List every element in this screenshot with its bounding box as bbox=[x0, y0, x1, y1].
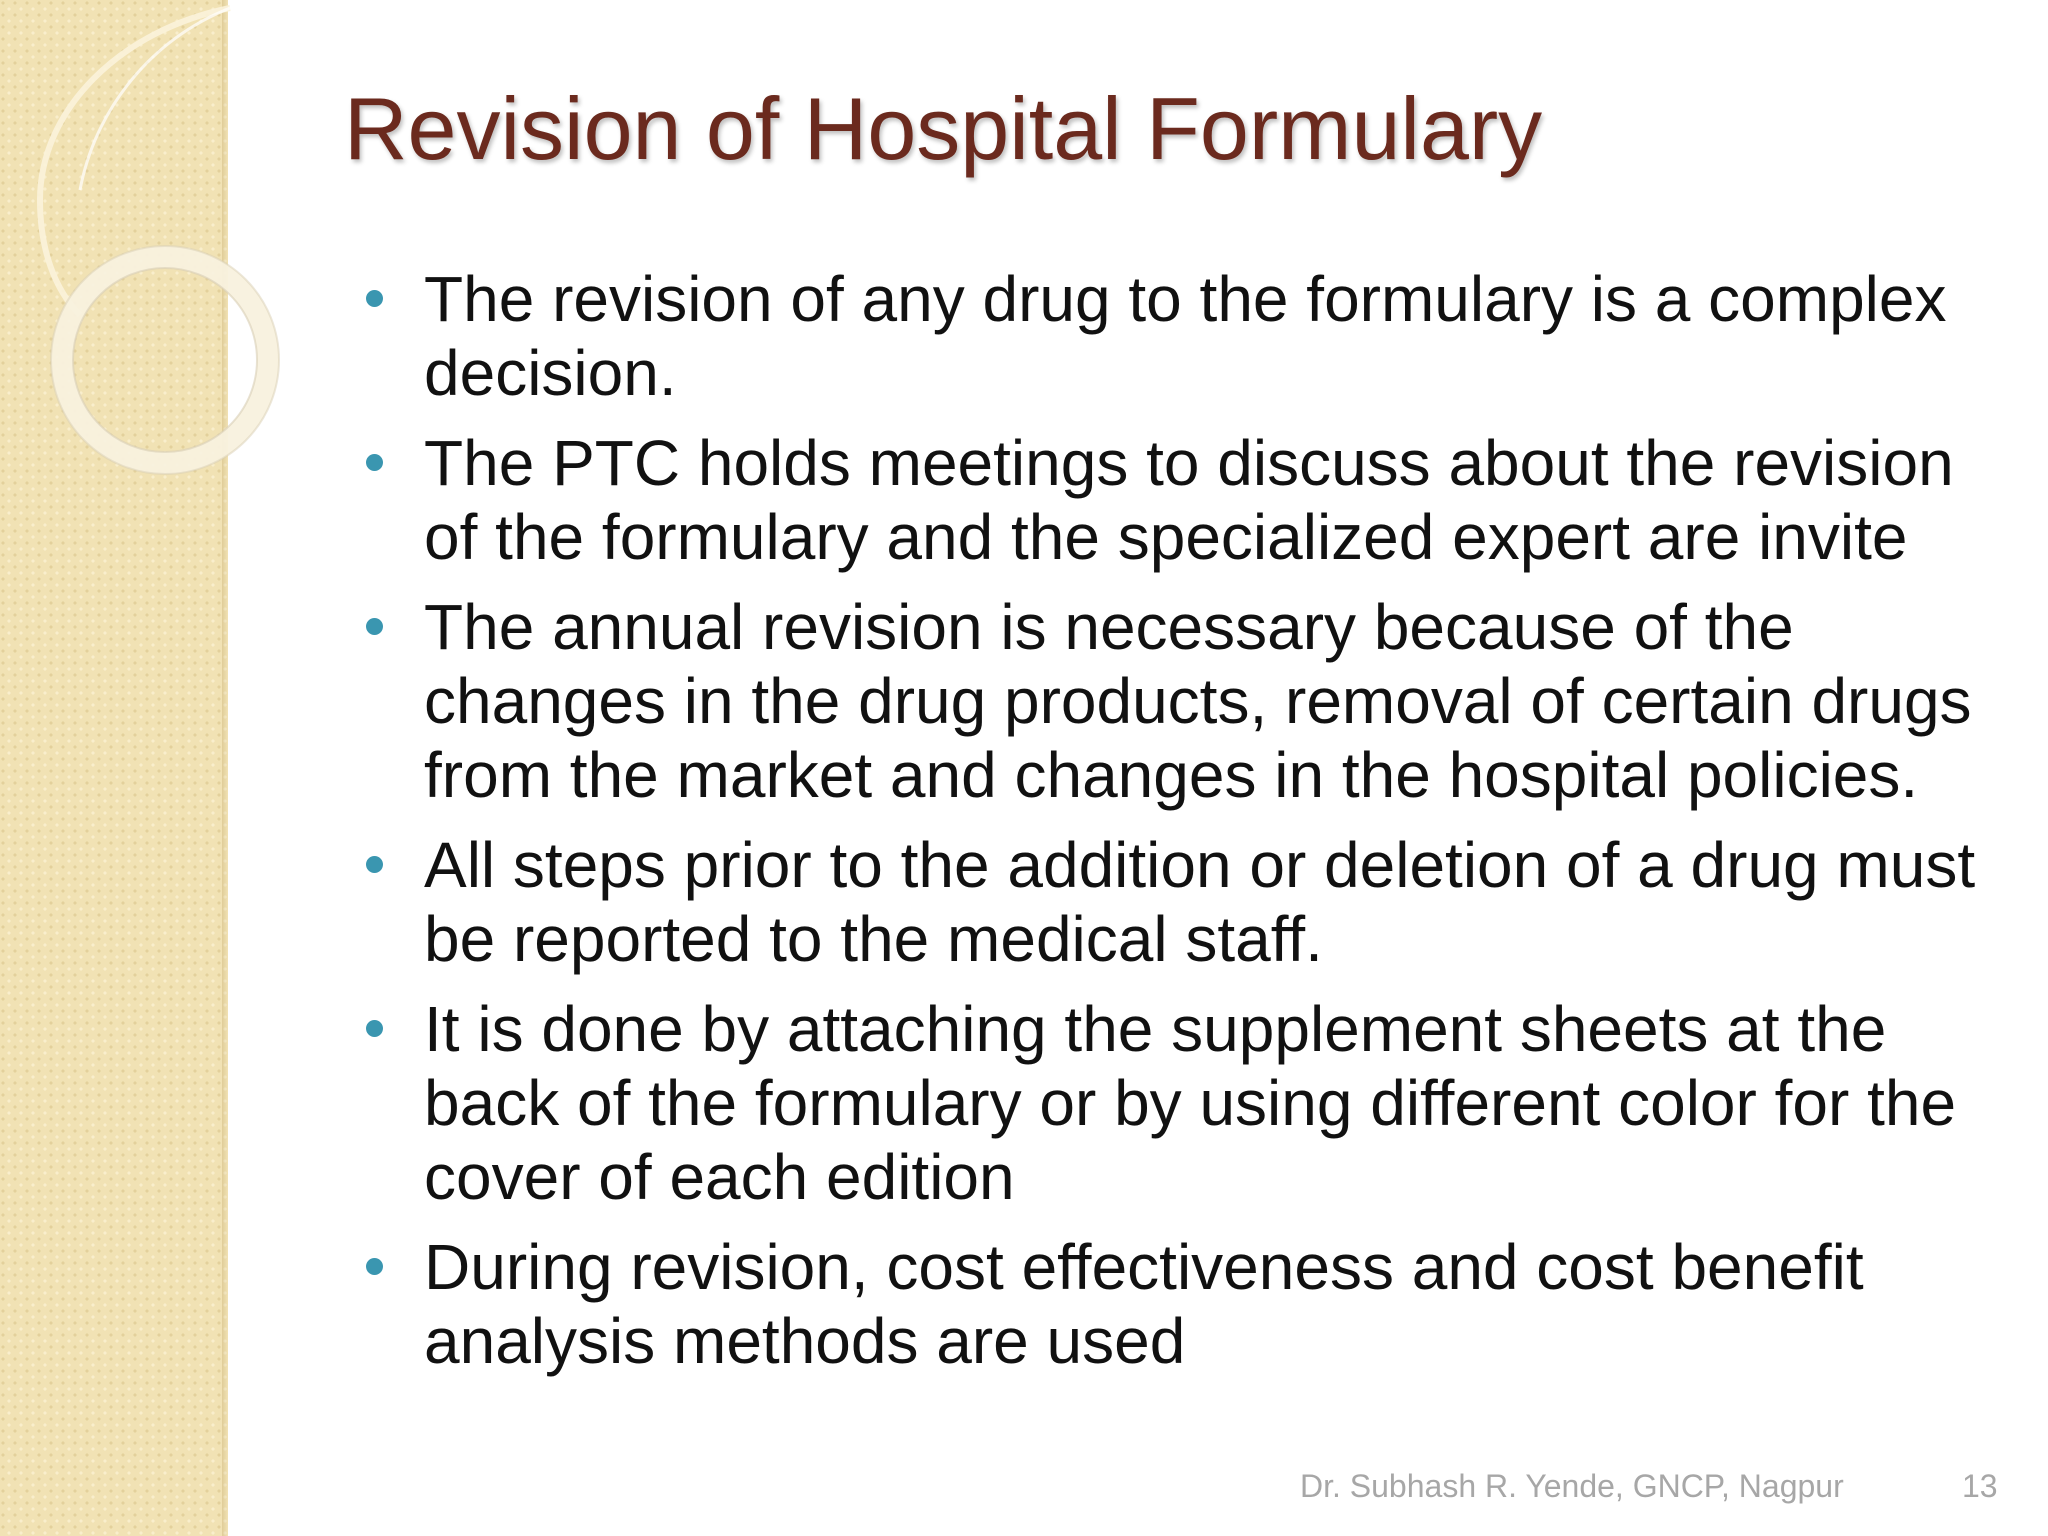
bullet-text: The PTC holds meetings to discuss about the revision of the formulary and the specialized expert are invite bbox=[424, 427, 1954, 573]
bullet-icon bbox=[366, 618, 383, 635]
bullet-text: The annual revision is necessary because of the changes in the drug products, removal of certain drugs from the market and changes in the hospital policies. bbox=[424, 591, 1972, 811]
bullet-icon bbox=[366, 1020, 383, 1037]
bullet-icon bbox=[366, 1258, 383, 1275]
list-item bbox=[356, 1230, 1986, 1378]
slide-title: Revision of Hospital Formulary bbox=[344, 79, 1543, 178]
page-number: 13 bbox=[1962, 1468, 1998, 1504]
bullet-icon bbox=[366, 290, 383, 307]
bullet-icon bbox=[366, 856, 383, 873]
bullet-icon bbox=[366, 454, 383, 471]
bullet-text: During revision, cost effectiveness and cost benefit analysis methods are used bbox=[424, 1231, 1864, 1377]
decorative-rings bbox=[0, 0, 340, 520]
bullet-text: It is done by attaching the supplement sheets at the back of the formulary or by using different color for the cover of each edition bbox=[424, 993, 1957, 1213]
bullet-text: The revision of any drug to the formulary is a complex decision. bbox=[424, 263, 1947, 409]
list-item bbox=[356, 992, 1986, 1214]
decorative-ring-inner-edge bbox=[73, 268, 257, 452]
bullet-list bbox=[356, 262, 1986, 1394]
list-item bbox=[356, 590, 1986, 812]
list-item bbox=[356, 426, 1986, 574]
list-item bbox=[356, 262, 1986, 410]
decorative-ring bbox=[62, 257, 268, 463]
list-item bbox=[356, 828, 1986, 976]
bullet-text: All steps prior to the addition or deletion of a drug must be reported to the medical staff. bbox=[424, 829, 1976, 975]
slide-footer: Dr. Subhash R. Yende, GNCP, Nagpur bbox=[1300, 1468, 1844, 1504]
